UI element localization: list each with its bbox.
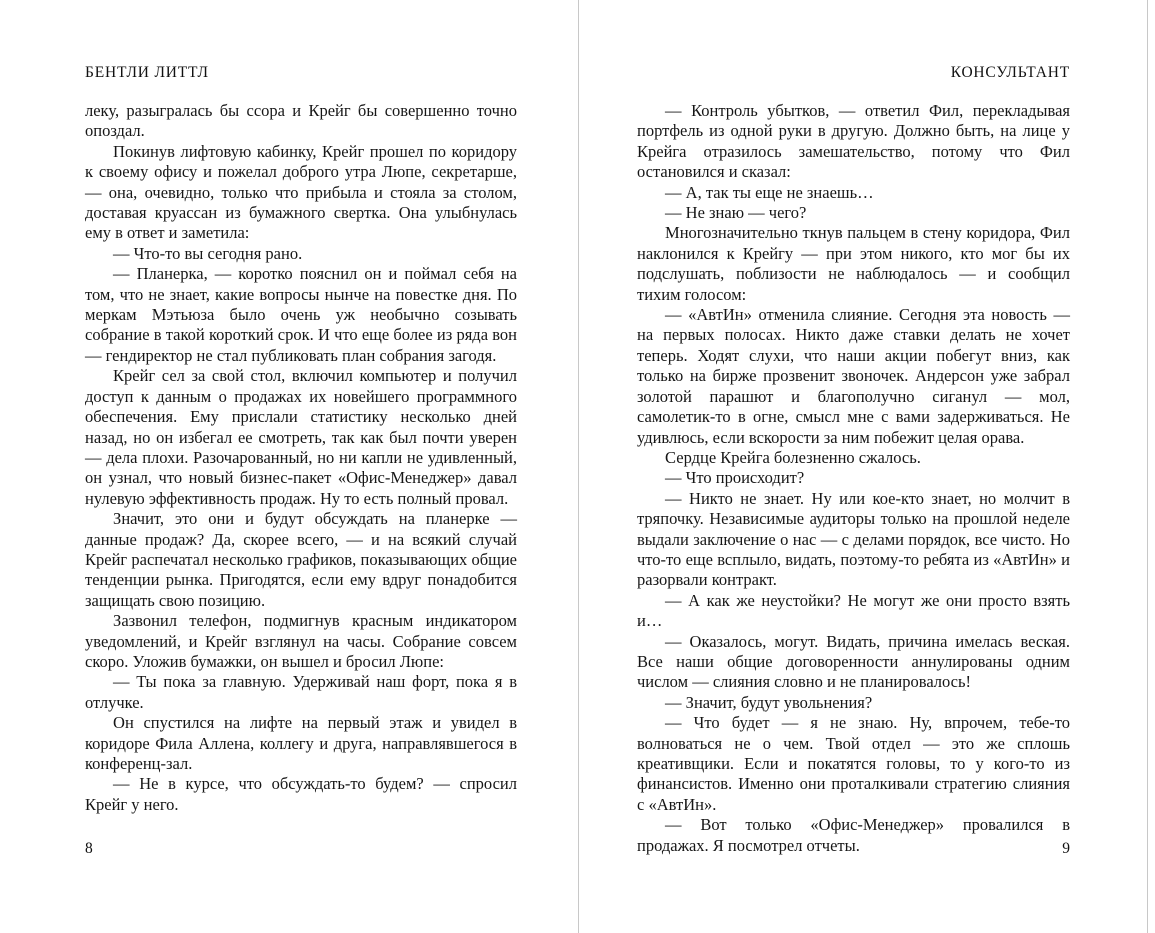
left-page-number: 8	[85, 840, 93, 857]
paragraph: леку, разыгралась бы ссора и Крейг бы совершенно точно опоздал.	[85, 101, 517, 141]
paragraph: Значит, это они и будут обсуждать на планерке — данные продаж? Да, скорее всего, — и на всякий случай Крейг распечатал несколько графиков, показывающих общие тенденции рынка. Пригодятся, если ему вдруг понадобится защищать свою позицию.	[85, 509, 517, 610]
right-page-body	[637, 101, 1070, 856]
paragraph: — «АвтИн» отменила слияние. Сегодня эта новость — на первых полосах. Никто даже ставки делать не хочет теперь. Ходят слухи, что наши акции побегут вниз, как только на бирже прозвенит звоночек. Андерсон уже забрал золотой парашют и благополучно сиганул — мол, самолетик-то в огне, смысл мне с вами задерживаться. Не удивлюсь, если вскорости за ним побежит целая орава.	[637, 305, 1070, 447]
paragraph: Крейг сел за свой стол, включил компьютер и получил доступ к данным о продажах их новейшего программного обеспечения. Ему прислали статистику несколько дней назад, но он избегал ее смотреть, так как был почти уверен — дела плохи. Разочарованный, но ни капли не удивленный, он узнал, что новый бизнес-пакет «Офис-Менеджер» давал нулевую эффективность продаж. Ну то есть полный провал.	[85, 366, 517, 508]
paragraph: — Значит, будут увольнения?	[665, 692, 873, 712]
paragraph: Покинув лифтовую кабинку, Крейг прошел по коридору к своему офису и пожелал доброго утра Люпе, секретарше, — она, очевидно, только что прибыла и стояла за столом, доставая круассан из бумажного свертка. Она улыбнулась ему в ответ и заметила:	[85, 141, 517, 243]
paragraph: — А, так ты еще не знаешь…	[665, 182, 874, 202]
paragraph: Он спустился на лифте на первый этаж и увидел в коридоре Фила Аллена, коллегу и друга, направлявшегося в конференц-зал.	[85, 713, 517, 773]
right-page	[637, 0, 1070, 933]
paragraph: — Оказалось, могут. Видать, причина имелась веская. Все наши общие договоренности аннулированы одним числом — слияния словно и не планировалось!	[637, 631, 1070, 692]
paragraph: Многозначительно ткнув пальцем в стену коридора, Фил наклонился к Крейгу — при этом никого, кто мог бы их подслушать, поблизости не наблюдалось — и сообщил тихим голосом:	[637, 223, 1070, 304]
left-page-header: БЕНТЛИ ЛИТТЛ	[85, 64, 209, 81]
right-page-number: 9	[1062, 840, 1070, 857]
left-page	[85, 0, 517, 933]
paragraph: — Не в курсе, что обсуждать-то будем? — спросил Крейг у него.	[85, 774, 517, 814]
right-page-header: КОНСУЛЬТАНТ	[950, 64, 1070, 81]
paragraph: — Что будет — я не знаю. Ну, впрочем, тебе-то волноваться не о чем. Твой отдел — это же сплошь креативщики. Если и покатятся головы, то у кого-то из финансистов. Именно они проталкивали стратегию слияния с «АвтИн».	[637, 713, 1070, 814]
paragraph: — Не знаю — чего?	[665, 203, 807, 223]
left-page-body	[85, 101, 517, 815]
paragraph: — Никто не знает. Ну или кое-кто знает, но молчит в тряпочку. Независимые аудиторы только на прошлой неделе выдали заключение о нас — с делами порядок, все чисто. Но что-то еще всплыло, видать, поэтому-то ребята из «АвтИн» и разорвали контракт.	[637, 488, 1070, 590]
paragraph: — Вот только «Офис-Менеджер» провалился в продажах. Я посмотрел отчеты.	[637, 815, 1070, 855]
paragraph: — Что происходит?	[665, 468, 805, 488]
paragraph: Зазвонил телефон, подмигнув красным индикатором уведомлений, и Крейг взглянул на часы. Собрание совсем скоро. Уложив бумажки, он вышел и бросил Люпе:	[85, 611, 517, 671]
paragraph: — Что-то вы сегодня рано.	[113, 243, 303, 263]
paragraph: — Контроль убытков, — ответил Фил, перекладывая портфель из одной руки в другую. Должно быть, на лице у Крейга отразилось замешательство, потому что Фил остановился и сказал:	[637, 101, 1070, 182]
paragraph: — Ты пока за главную. Удерживай наш форт, пока я в отлучке.	[85, 672, 517, 712]
paragraph: — А как же неустойки? Не могут же они просто взять и…	[637, 590, 1070, 631]
right-edge-divider	[1147, 0, 1148, 933]
paragraph: — Планерка, — коротко пояснил он и поймал себя на том, что не знает, какие вопросы нынче на повестке дня. По меркам Мэтьюза было очень уж необычно созывать собрание в такой короткий срок. И что еще более из ряда вон — гендиректор не стал публиковать план собрания загодя.	[85, 264, 517, 365]
paragraph: Сердце Крейга болезненно сжалось.	[665, 447, 921, 467]
center-page-divider	[578, 0, 579, 933]
